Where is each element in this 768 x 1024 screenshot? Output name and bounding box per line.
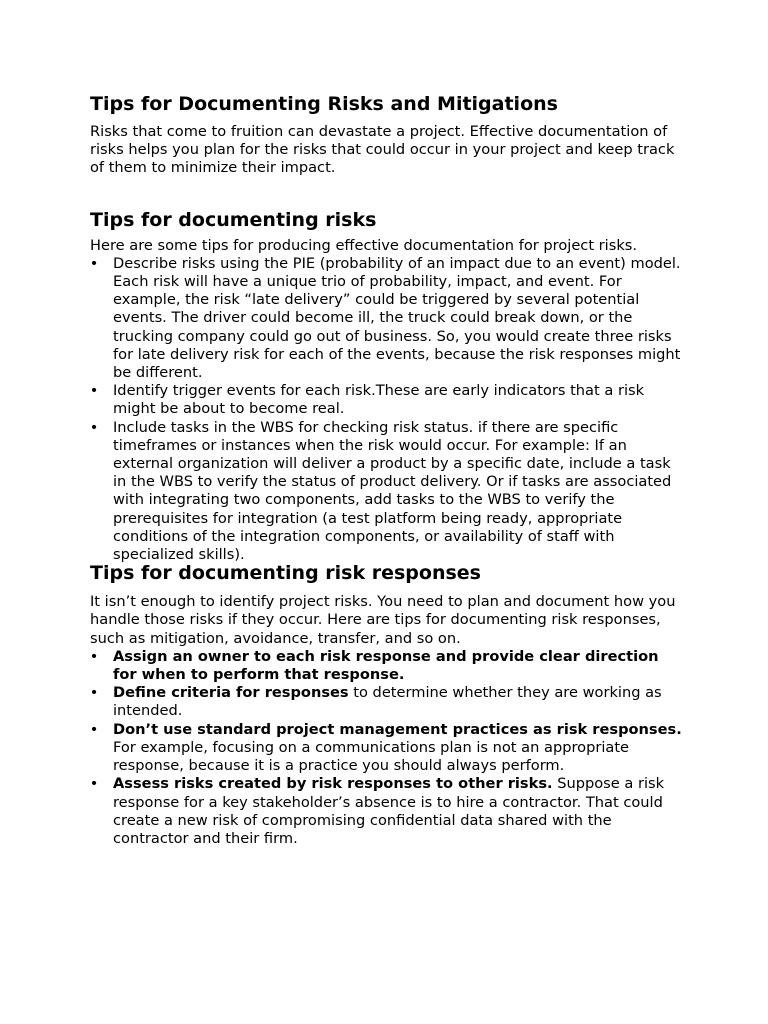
list-item-text: Identify trigger events for each risk.These are early indicators that a risk might be about to become real. bbox=[113, 382, 645, 418]
list-item-bold-text: Define criteria for responses bbox=[113, 684, 349, 702]
list-item bbox=[90, 382, 682, 418]
list-item-text: Include tasks in the WBS for checking risk status. if there are specific timeframes or instances when the risk would occur. For example: If an external organization will deliver a product by a specific date, include a task in the WBS to verify the status of product delivery. Or if tasks are associated with integrating two components, add tasks to the WBS to verify the prerequisites for integration (a test platform being ready, appropriate conditions of the integration components, or availability of staff with specialized skills). bbox=[113, 418, 672, 564]
document-intro: Risks that come to fruition can devastate a project. Effective documentation of risks helps you plan for the risks that could occur in your project and keep track of them to minimize their impact. bbox=[90, 123, 675, 177]
list-item bbox=[90, 648, 682, 684]
bullet-icon: • bbox=[89, 418, 99, 436]
bullet-icon: • bbox=[89, 684, 99, 702]
list-item bbox=[90, 721, 682, 776]
list-item bbox=[90, 775, 682, 848]
section-intro-responses: It isn’t enough to identify project risks. You need to plan and document how you handle those risks if they occur. Here are tips for documenting risk responses, such as mitigation, avoidance, transfer, and so on. bbox=[90, 593, 676, 647]
bullet-icon: • bbox=[89, 720, 99, 738]
list-item bbox=[90, 255, 682, 382]
section-heading-responses: Tips for documenting risk responses bbox=[90, 562, 481, 585]
document-title: Tips for Documenting Risks and Mitigations bbox=[90, 93, 558, 115]
section-intro-risks: Here are some tips for producing effective documentation for project risks. bbox=[90, 236, 638, 254]
list-item bbox=[90, 419, 682, 565]
list-item-text: For example, focusing on a communications plan is not an appropriate response, because it is a practice you should always perform. bbox=[113, 738, 630, 775]
section-heading-risks: Tips for documenting risks bbox=[90, 208, 377, 231]
bullet-icon: • bbox=[89, 775, 99, 793]
list-item-text: to determine whether they are working as intended. bbox=[113, 684, 662, 720]
bullet-icon: • bbox=[89, 254, 99, 272]
list-item-bold-text: Assess risks created by risk responses to other risks. bbox=[113, 775, 553, 793]
list-item-text: Describe risks using the PIE (probability of an impact due to an event) model. Each risk will have a unique trio of probability, impact, and event. For example, the risk “late delivery” could be triggered by several potential events. The driver could become ill, the truck could break down, or the trucking company could go out of business. So, you would create three risks for late delivery risk for each of the events, because the risk responses might be different. bbox=[113, 254, 681, 382]
list-item-bold-text: Assign an owner to each risk response and provide clear direction for when to perform that response. bbox=[113, 647, 659, 684]
document-page bbox=[90, 92, 682, 848]
bullet-icon: • bbox=[89, 382, 99, 400]
list-item-text: Suppose a risk response for a key stakeholder’s absence is to hire a contractor. That could create a new risk of compromising confidential data shared with the contractor and their firm. bbox=[113, 775, 665, 847]
list-item-bold-text: Don’t use standard project management practices as risk responses. bbox=[113, 720, 682, 738]
response-tips-list bbox=[90, 648, 682, 848]
bullet-icon: • bbox=[89, 647, 99, 665]
risk-tips-list bbox=[90, 255, 682, 564]
list-item bbox=[90, 684, 682, 720]
